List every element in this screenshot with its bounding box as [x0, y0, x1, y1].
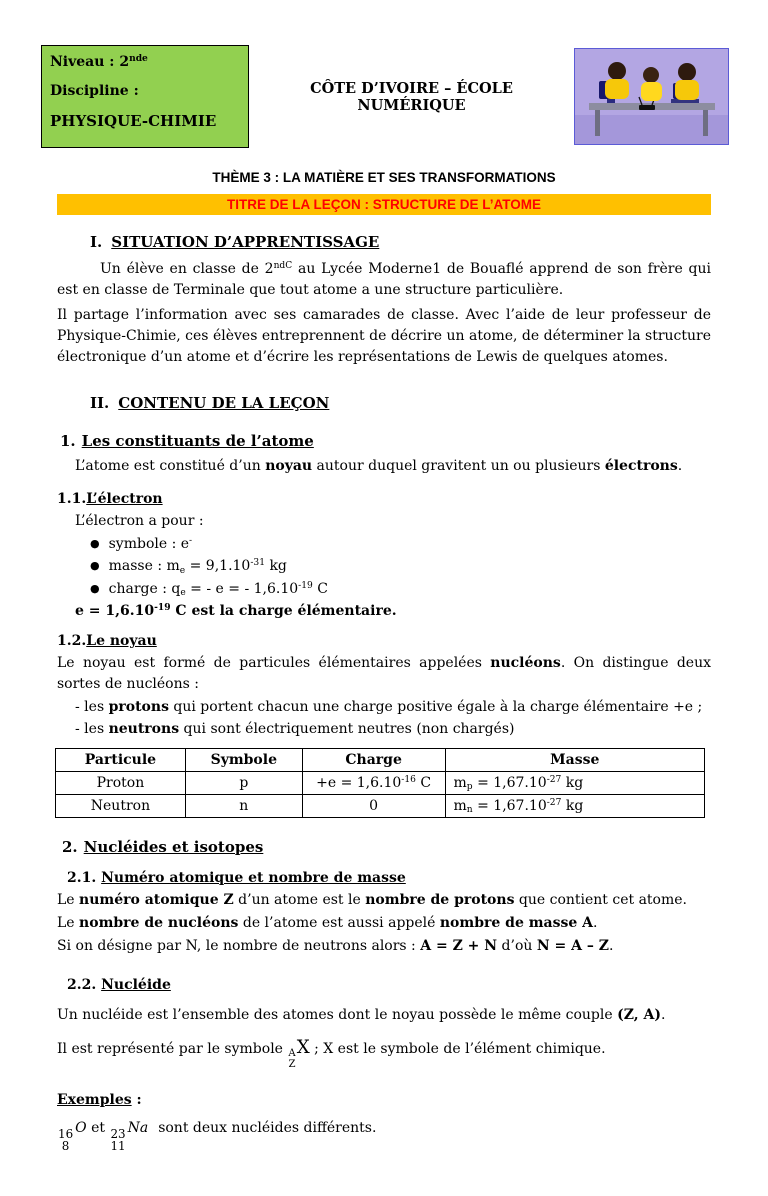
country-program-title: CÔTE D’IVOIRE – ÉCOLE NUMÉRIQUE [310, 79, 513, 114]
subject-label: PHYSIQUE-CHIMIE [50, 112, 217, 130]
table-header-row [56, 748, 705, 771]
mass-number-A: A [288, 1048, 296, 1060]
example-1-mass-number: 16 [58, 1126, 74, 1141]
col-header-symbole: Symbole [185, 748, 302, 771]
example-1-fraction [58, 1128, 73, 1152]
bullet-icon: ● [90, 581, 100, 595]
electron-bullet-charge [90, 579, 711, 599]
exemples-heading [57, 1092, 711, 1108]
exemples-title: Exemples [57, 1091, 132, 1108]
atomic-number-Z: Z [288, 1058, 296, 1070]
section-2-heading [90, 394, 711, 412]
electron-bullet-charge-text: charge : qe = - e = - $1,6.10^{-19}$ C [108, 580, 328, 598]
col-header-particule: Particule [56, 748, 186, 771]
electron-title: L’électron [86, 491, 163, 507]
proton-masse: mp = $1,67.10^{-27}$ kg [445, 771, 704, 794]
nuclide-symbol-fraction [288, 1049, 295, 1070]
table-row-proton [56, 771, 705, 794]
example-2-fraction [110, 1128, 125, 1152]
proton-symbole: p [185, 771, 302, 794]
nucleide-number: 2.2. [67, 976, 97, 993]
neutron-charge: 0 [302, 794, 445, 817]
exemples-line [57, 1118, 711, 1152]
col-header-masse: Masse [445, 748, 704, 771]
neutron-symbole: n [185, 794, 302, 817]
noyau-paragraph: Le noyau est formé de particules élémentaires appelées nucléons. On distingue deux sortes de nucléons : [57, 654, 711, 692]
subsection-2-title: Nucléides et isotopes [83, 837, 264, 856]
neutrons-line: - les neutrons qui sont électriquement neutres (non chargés) [75, 720, 515, 737]
level-discipline-box [41, 45, 249, 148]
situation-paragraph-1: Un élève en classe de $2^{ndC}$ au Lycée Moderne1 de Bouaflé apprend de son frère qui est en classe de Terminale que tout atome a une structure particulière. [57, 261, 711, 298]
constituants-intro: L’atome est constitué d’un noyau autour duquel gravitent un ou plusieurs électrons. [75, 458, 683, 474]
numero-atomique-p2: Le nombre de nucléons de l’atome est aussi appelé nombre de masse A. [57, 914, 598, 931]
nucleide-title: Nucléide [101, 976, 171, 993]
subsection-1-heading [60, 432, 711, 450]
elementary-charge-note: $e = 1,6.10^{-19}$ C est la charge élémentaire. [75, 601, 397, 619]
nucleide-p1: Un nucléide est l’ensemble des atomes dont le noyau possède le même couple (Z, A). [57, 1006, 666, 1023]
electron-bullet-symbole-text: symbole : e- [108, 536, 193, 552]
noyau-heading [57, 633, 711, 649]
subsection-2-number: 2. [62, 837, 78, 856]
electron-lead: L’électron a pour : [75, 513, 204, 529]
electron-number: 1.1. [57, 491, 87, 507]
neutron-particule: Neutron [56, 794, 186, 817]
numero-atomique-p1: Le numéro atomique Z d’un atome est le nombre de protons que contient cet atome. [57, 891, 687, 908]
electron-bullet-symbole [90, 534, 711, 554]
section-1-title: SITUATION D’APPRENTISSAGE [111, 233, 380, 251]
col-header-charge: Charge [302, 748, 445, 771]
example-2-mass-number: 23 [110, 1126, 126, 1141]
proton-particule: Proton [56, 771, 186, 794]
section-1-heading [90, 233, 711, 251]
noyau-title: Le noyau [86, 632, 157, 649]
protons-line: - les protons qui portent chacun une charge positive égale à la charge élémentaire +e ; [75, 698, 703, 715]
neutron-masse: mn = $1,67.10^{-27}$ kg [445, 794, 704, 817]
example-1-atomic-number: 8 [61, 1139, 70, 1154]
example-2-atomic-number: 11 [110, 1139, 126, 1154]
students-computer-illustration [574, 48, 729, 145]
bullet-icon: ● [90, 537, 100, 550]
section-2-title: CONTENU DE LA LEÇON [118, 394, 330, 412]
table-row-neutron [56, 794, 705, 817]
example-1-symbol: O [75, 1119, 87, 1136]
situation-paragraph-2: Il partage l’information avec ses camarades de classe. Avec l’aide de leur professeur de Physique-Chimie, ces élèves entreprennent de décrire un atome, de déterminer la structure électronique d’un atome et d’écrire les représentations de Lewis de quelques atomes. [57, 307, 711, 365]
numero-atomique-title: Numéro atomique et nombre de masse [101, 869, 406, 886]
nucleide-heading [67, 977, 711, 993]
numero-atomique-p3: Si on désigne par N, le nombre de neutrons alors : A = Z + N d’où N = A – Z. [57, 937, 614, 954]
section-2-numeral: II. [90, 394, 110, 412]
numero-atomique-heading [67, 870, 711, 886]
nucleide-symbol-after: ; X est le symbole de l’élément chimique. [309, 1040, 606, 1057]
numero-atomique-number: 2.1. [67, 869, 97, 886]
level-label: Niveau : 2nde [50, 53, 148, 70]
electron-bullet-masse [90, 556, 711, 576]
section-1-numeral: I. [90, 233, 103, 251]
subsection-2-heading [62, 838, 711, 856]
examples-joiner: et [86, 1119, 110, 1136]
proton-charge: $+e = 1,6.10^{-16}$ C [302, 771, 445, 794]
discipline-label: Discipline : [50, 83, 139, 99]
students-computer-illustration-svg [575, 49, 728, 144]
noyau-number: 1.2. [57, 632, 87, 649]
subsection-1-number: 1. [60, 432, 76, 450]
lesson-title-banner: TITRE DE LA LEÇON : STRUCTURE DE L’ATOME [57, 194, 711, 215]
document-header [50, 45, 711, 148]
bullet-icon: ● [90, 559, 100, 573]
nucleide-symbol-line [57, 1034, 711, 1070]
element-symbol-X: X [296, 1036, 310, 1058]
examples-tail: sont deux nucléides différents. [158, 1119, 377, 1136]
electron-bullet-masse-text: masse : me = $9,1.10^{-31}$ kg [108, 558, 287, 576]
subsection-1-title: Les constituants de l’atome [81, 432, 314, 450]
example-2-symbol: Na [127, 1119, 149, 1136]
exemples-colon: : [131, 1091, 142, 1108]
theme-title: THÈME 3 : LA MATIÈRE ET SES TRANSFORMATIONS [212, 170, 556, 185]
nucleide-symbol-before: Il est représenté par le symbole [57, 1040, 288, 1057]
electron-heading [57, 491, 711, 507]
particles-table [55, 748, 705, 818]
